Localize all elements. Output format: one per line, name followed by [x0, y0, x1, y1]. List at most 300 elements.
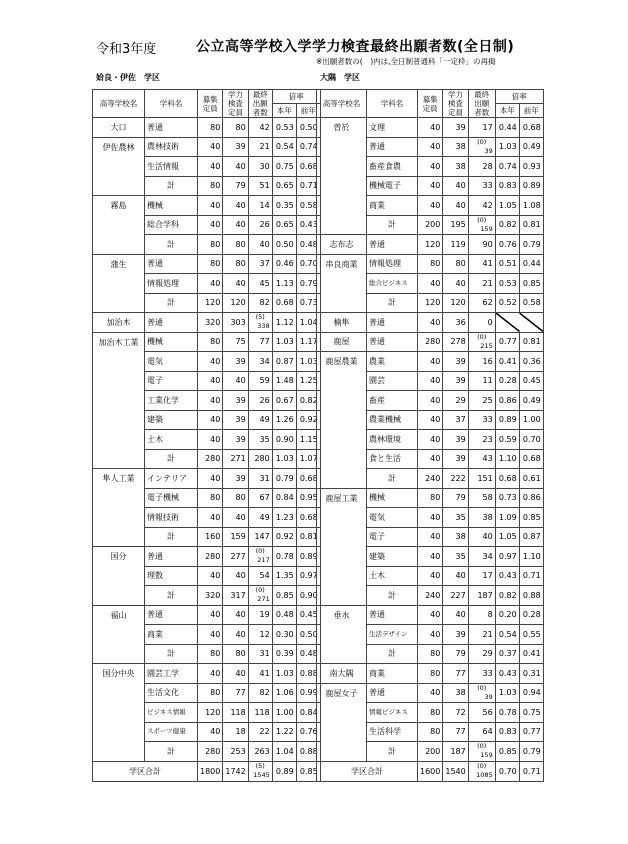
- dept-name-cell: 普通: [367, 235, 418, 255]
- table-row: [317, 410, 544, 430]
- ratio-this-year-cell: 0.85: [272, 586, 296, 606]
- school-name-cell: 国分: [93, 547, 145, 567]
- exam-capacity-cell: 72: [443, 703, 468, 723]
- school-name-cell: [317, 527, 367, 547]
- capacity-cell: 40: [198, 137, 223, 157]
- ratio-this-year-cell: 0.65: [272, 215, 296, 235]
- capacity-cell: 40: [418, 566, 443, 586]
- total-label: 学区合計: [317, 761, 418, 781]
- ratio-this-year-cell: 1.05: [495, 196, 519, 216]
- ratio-this-year-cell: 1.26: [272, 410, 296, 430]
- school-name-cell: [93, 215, 145, 235]
- dept-name-cell: 機械電子: [367, 176, 418, 196]
- ratio-last-year-cell: 0.93: [519, 157, 543, 177]
- header-final-applicants: 最終 出願 者数: [468, 90, 495, 118]
- ratio-this-year-cell: 1.03: [272, 332, 296, 352]
- ratio-this-year-cell: 0.44: [495, 118, 519, 138]
- dept-name-cell: 土木: [367, 566, 418, 586]
- dept-name-cell: 計: [367, 644, 418, 664]
- final-applicants-cell: [248, 547, 272, 567]
- exam-capacity-cell: 40: [223, 274, 248, 294]
- capacity-cell: 280: [198, 742, 223, 762]
- school-name-cell: 曽於: [317, 118, 367, 138]
- exam-capacity-cell: 39: [443, 625, 468, 645]
- final-count: 1085: [476, 771, 493, 779]
- capacity-cell: 80: [198, 488, 223, 508]
- ratio-this-year-cell: 0.52: [495, 293, 519, 313]
- capacity-cell: 40: [418, 196, 443, 216]
- ratio-this-year-cell: 1.22: [272, 722, 296, 742]
- ratio-last-year-cell: 0.99: [296, 683, 320, 703]
- ratio-this-year-cell: 0.82: [495, 215, 519, 235]
- dept-name-cell: 普通: [145, 313, 198, 333]
- school-name-cell: [317, 449, 367, 469]
- exam-capacity-cell: 79: [443, 488, 468, 508]
- final-count: 39: [484, 692, 493, 701]
- table-row: [93, 508, 321, 528]
- ratio-this-year-cell: 0.92: [272, 527, 296, 547]
- school-name-cell: [93, 352, 145, 372]
- ratio-this-year-cell: 1.03: [495, 683, 519, 703]
- table-row: [93, 664, 321, 684]
- final-applicants-cell: 151: [468, 469, 495, 489]
- header-capacity: 募集 定員: [418, 90, 443, 118]
- header-this-year: 本年: [272, 104, 296, 118]
- capacity-cell: 40: [198, 196, 223, 216]
- school-name-cell: [317, 176, 367, 196]
- ratio-this-year-cell: 1.00: [272, 703, 296, 723]
- table-row: [93, 274, 321, 294]
- capacity-cell: 200: [418, 215, 443, 235]
- capacity-cell: 40: [418, 508, 443, 528]
- dept-name-cell: 機械: [145, 332, 198, 352]
- ratio-last-year-cell: 0.89: [519, 176, 543, 196]
- dept-name-cell: 普通: [145, 118, 198, 138]
- school-name-cell: [93, 742, 145, 762]
- dept-name-cell: 普通: [145, 547, 198, 567]
- final-applicants-cell: 51: [248, 176, 272, 196]
- final-applicants-cell: 67: [248, 488, 272, 508]
- ratio-this-year-cell: 1.05: [495, 527, 519, 547]
- dept-name-cell: 総合ビジネス: [367, 274, 418, 294]
- dept-name-cell: 商業: [367, 664, 418, 684]
- dept-name-cell: 建築: [367, 547, 418, 567]
- dept-name-cell: 農業: [367, 352, 418, 372]
- capacity-cell: 80: [198, 332, 223, 352]
- exam-capacity-cell: 38: [443, 683, 468, 703]
- ratio-this-year-cell: 0.54: [495, 625, 519, 645]
- dept-name-cell: 普通: [367, 332, 418, 352]
- exam-capacity-cell: 80: [223, 235, 248, 255]
- ratio-this-year-cell: 0.87: [272, 352, 296, 372]
- ratio-last-year-cell: 0.85: [519, 508, 543, 528]
- school-name-cell: 福山: [93, 605, 145, 625]
- dept-name-cell: 情報処理: [145, 274, 198, 294]
- final-count: 338: [257, 322, 270, 331]
- school-name-cell: [93, 566, 145, 586]
- ratio-last-year-cell: 0.44: [519, 254, 543, 274]
- school-name-cell: [93, 410, 145, 430]
- dept-name-cell: 工業化学: [145, 391, 198, 411]
- dept-name-cell: 園芸: [367, 371, 418, 391]
- ratio-this-year-cell: 1.09: [495, 508, 519, 528]
- dept-name-cell: 計: [367, 215, 418, 235]
- dept-name-cell: 普通: [145, 605, 198, 625]
- final-count: 159: [480, 751, 493, 760]
- dept-name-cell: 普通: [145, 254, 198, 274]
- header-school: 高等学校名: [93, 90, 145, 118]
- capacity-cell: 200: [418, 742, 443, 762]
- ratio-last-year-cell: 0.68: [296, 508, 320, 528]
- ratio-last-year-cell: 0.48: [296, 644, 320, 664]
- final-applicants-cell: 45: [248, 274, 272, 294]
- school-name-cell: [317, 410, 367, 430]
- ratio-this-year-cell: 1.03: [272, 449, 296, 469]
- school-name-cell: 鹿屋農業: [317, 352, 367, 372]
- final-applicants-cell: 17: [468, 566, 495, 586]
- ratio-this-year-cell: 0.73: [495, 488, 519, 508]
- ratio-this-year-cell: 0.78: [495, 703, 519, 723]
- dept-name-cell: 食と生活: [367, 449, 418, 469]
- final-applicants-cell: 33: [468, 176, 495, 196]
- capacity-cell: 40: [418, 313, 443, 333]
- ratio-last-year-cell: 0.49: [519, 137, 543, 157]
- capacity-cell: 40: [198, 371, 223, 391]
- ratio-this-year-cell: 1.10: [495, 449, 519, 469]
- capacity-cell: 40: [198, 391, 223, 411]
- table-row: [93, 410, 321, 430]
- table-row: [93, 605, 321, 625]
- ratio-last-year-cell: 0.88: [519, 586, 543, 606]
- dept-name-cell: 商業: [367, 196, 418, 216]
- table-row: [317, 391, 544, 411]
- table-row: [317, 215, 544, 235]
- table-row: [93, 625, 321, 645]
- ratio-last-year-cell: 0.87: [519, 527, 543, 547]
- exam-capacity-cell: 38: [443, 527, 468, 547]
- table-row: [317, 469, 544, 489]
- capacity-cell: 80: [418, 488, 443, 508]
- school-name-cell: [317, 586, 367, 606]
- final-applicants-cell: 34: [468, 547, 495, 567]
- ratio-this-year-cell: 0.51: [495, 254, 519, 274]
- exam-capacity-cell: 253: [223, 742, 248, 762]
- table-row: [93, 352, 321, 372]
- ratio-this-year-cell: 0.78: [272, 547, 296, 567]
- final-applicants-cell: 263: [248, 742, 272, 762]
- ratio-this-year-cell: 1.23: [272, 508, 296, 528]
- ratio-last-year-cell: 0.88: [296, 664, 320, 684]
- final-applicants-cell: 82: [248, 683, 272, 703]
- table-row: [93, 527, 321, 547]
- exam-capacity-cell: 37: [443, 410, 468, 430]
- dept-name-cell: 計: [145, 449, 198, 469]
- table-row: [317, 488, 544, 508]
- ratio-last-year-cell: 1.25: [296, 371, 320, 391]
- ratio-last-year-cell: 0.79: [296, 274, 320, 294]
- ratio-this-year-cell: 0.90: [272, 430, 296, 450]
- exam-capacity-cell: 80: [223, 644, 248, 664]
- total-ratio-this-year: 0.89: [272, 761, 296, 781]
- school-name-cell: [317, 625, 367, 645]
- table-left-district: [92, 89, 321, 782]
- exam-capacity-cell: 120: [223, 293, 248, 313]
- final-applicants-cell: 49: [248, 508, 272, 528]
- table-row: [317, 430, 544, 450]
- ratio-last-year-cell: 0.79: [519, 235, 543, 255]
- school-name-cell: [317, 196, 367, 216]
- exam-capacity-cell: 35: [443, 547, 468, 567]
- final-applicants-cell: 8: [468, 605, 495, 625]
- final-applicants-cell: 58: [468, 488, 495, 508]
- total-exam-capacity: 1742: [223, 761, 248, 781]
- capacity-cell: 40: [198, 508, 223, 528]
- ratio-last-year-cell: 0.85: [519, 274, 543, 294]
- exam-capacity-cell: 77: [443, 664, 468, 684]
- final-applicants-cell: 40: [248, 235, 272, 255]
- dept-name-cell: 情報技術: [145, 508, 198, 528]
- header-dept: 学科名: [367, 90, 418, 118]
- school-name-cell: [93, 274, 145, 294]
- exam-capacity-cell: 277: [223, 547, 248, 567]
- school-name-cell: [93, 176, 145, 196]
- final-count: 271: [257, 595, 270, 604]
- final-applicants-cell: 22: [248, 722, 272, 742]
- table-row: [93, 586, 321, 606]
- total-label: 学区合計: [93, 761, 198, 781]
- ratio-this-year-cell: 0.65: [272, 176, 296, 196]
- exam-capacity-cell: 77: [223, 683, 248, 703]
- final-applicants-cell: 11: [468, 371, 495, 391]
- ratio-last-year-cell: 1.03: [296, 352, 320, 372]
- school-name-cell: [93, 683, 145, 703]
- school-name-cell: [93, 430, 145, 450]
- quota-subcount: (0): [477, 742, 487, 751]
- school-name-cell: 鹿屋: [317, 332, 367, 352]
- ratio-last-year-cell: 1.08: [519, 196, 543, 216]
- dept-name-cell: 機械: [367, 488, 418, 508]
- ratio-last-year-cell: 0.70: [519, 430, 543, 450]
- dept-name-cell: 計: [145, 586, 198, 606]
- school-name-cell: 大口: [93, 118, 145, 138]
- final-applicants-cell: 21: [248, 137, 272, 157]
- header-ratio: 倍率: [272, 90, 320, 104]
- exam-capacity-cell: 40: [223, 508, 248, 528]
- dept-name-cell: 普通: [367, 605, 418, 625]
- capacity-cell: 40: [198, 274, 223, 294]
- table-row: [317, 742, 544, 762]
- table-row: [317, 547, 544, 567]
- ratio-this-year-cell: 0.39: [272, 644, 296, 664]
- capacity-cell: 40: [418, 547, 443, 567]
- quota-subcount: (0): [477, 683, 487, 692]
- ratio-last-year-cell: 0.70: [296, 254, 320, 274]
- capacity-cell: 40: [198, 722, 223, 742]
- exam-capacity-cell: 227: [443, 586, 468, 606]
- ratio-this-year-cell: 0.86: [495, 391, 519, 411]
- ratio-this-year-cell: 0.28: [495, 371, 519, 391]
- school-name-cell: [93, 293, 145, 313]
- table-row: [93, 196, 321, 216]
- exam-capacity-cell: 39: [223, 430, 248, 450]
- ratio-this-year-cell: 0.46: [272, 254, 296, 274]
- capacity-cell: 40: [198, 157, 223, 177]
- final-applicants-cell: 16: [468, 352, 495, 372]
- ratio-this-year-cell: 1.13: [272, 274, 296, 294]
- final-applicants-cell: 28: [468, 157, 495, 177]
- exam-capacity-cell: 38: [443, 157, 468, 177]
- exam-capacity-cell: 35: [443, 508, 468, 528]
- header-this-year: 本年: [495, 104, 519, 118]
- ratio-last-year-cell: 0.36: [519, 352, 543, 372]
- ratio-last-year-cell: 0.71: [296, 176, 320, 196]
- final-count: 217: [257, 556, 270, 565]
- ratio-last-year-cell: 0.74: [296, 137, 320, 157]
- table-row: [93, 742, 321, 762]
- page-note: ※出願者数の( )内は,全日制普通科「一定枠」の再掲: [316, 57, 496, 66]
- final-applicants-cell: [468, 215, 495, 235]
- exam-capacity-cell: 39: [443, 449, 468, 469]
- school-name-cell: 串良商業: [317, 254, 367, 274]
- ratio-this-year-cell: 0.82: [495, 586, 519, 606]
- quota-subcount: (0): [477, 137, 487, 146]
- exam-capacity-cell: 40: [223, 215, 248, 235]
- ratio-last-year-cell: 0.50: [296, 625, 320, 645]
- final-count: 215: [480, 341, 493, 350]
- ratio-last-year-cell: 0.58: [296, 196, 320, 216]
- dept-name-cell: 生活文化: [145, 683, 198, 703]
- exam-capacity-cell: 195: [443, 215, 468, 235]
- capacity-cell: 40: [198, 605, 223, 625]
- final-applicants-cell: 49: [248, 410, 272, 430]
- dept-name-cell: 計: [145, 176, 198, 196]
- dept-name-cell: 園芸工学: [145, 664, 198, 684]
- ratio-last-year-cell: 1.17: [296, 332, 320, 352]
- ratio-last-year-cell: 0.89: [296, 547, 320, 567]
- ratio-this-year-cell: 0.43: [495, 664, 519, 684]
- table-row: [93, 293, 321, 313]
- quota-subcount: (0): [255, 547, 265, 556]
- ratio-last-year-cell: 1.07: [296, 449, 320, 469]
- exam-capacity-cell: 75: [223, 332, 248, 352]
- final-applicants-cell: 280: [248, 449, 272, 469]
- ratio-last-year-cell: 0.86: [519, 488, 543, 508]
- ratio-this-year-cell: 0.50: [272, 235, 296, 255]
- ratio-this-year-cell: 0.84: [272, 488, 296, 508]
- dept-name-cell: 建築: [145, 410, 198, 430]
- school-name-cell: [317, 469, 367, 489]
- exam-capacity-cell: 303: [223, 313, 248, 333]
- final-applicants-cell: 59: [248, 371, 272, 391]
- table-row: [93, 157, 321, 177]
- final-applicants-cell: [248, 586, 272, 606]
- school-name-cell: [93, 371, 145, 391]
- ratio-this-year-cell: 0.74: [495, 157, 519, 177]
- ratio-last-year-cell: 0.88: [296, 742, 320, 762]
- header-row: [317, 90, 544, 104]
- school-name-cell: 加治木: [93, 313, 145, 333]
- capacity-cell: 80: [418, 664, 443, 684]
- table-row: [93, 176, 321, 196]
- header-ratio: 倍率: [495, 90, 543, 104]
- dept-name-cell: 土木: [145, 430, 198, 450]
- ratio-this-year-cell: 0.83: [495, 176, 519, 196]
- total-capacity: 1600: [418, 761, 443, 781]
- school-name-cell: [93, 644, 145, 664]
- school-name-cell: 楠隼: [317, 313, 367, 333]
- ratio-last-year-cell: 0.50: [296, 118, 320, 138]
- ratio-last-year-cell: 1.04: [296, 313, 320, 333]
- capacity-cell: 40: [418, 274, 443, 294]
- table-row: [93, 683, 321, 703]
- school-name-cell: [93, 625, 145, 645]
- quota-subcount: (5): [255, 313, 265, 322]
- exam-capacity-cell: 120: [443, 293, 468, 313]
- ratio-last-year-cell: 0.75: [519, 703, 543, 723]
- school-name-cell: 国分中央: [93, 664, 145, 684]
- quota-subcount: (0): [477, 332, 487, 341]
- total-capacity: 1800: [198, 761, 223, 781]
- ratio-this-year-cell: 0.30: [272, 625, 296, 645]
- table-row: [317, 118, 544, 138]
- final-applicants-cell: 43: [468, 449, 495, 469]
- exam-capacity-cell: 79: [443, 644, 468, 664]
- total-row: [93, 761, 321, 781]
- total-row: [317, 761, 544, 781]
- exam-capacity-cell: 187: [443, 742, 468, 762]
- table-row: [93, 430, 321, 450]
- exam-capacity-cell: 40: [443, 605, 468, 625]
- ratio-last-year-cell: 0.58: [519, 293, 543, 313]
- table-row: [93, 215, 321, 235]
- dept-name-cell: インテリア: [145, 469, 198, 489]
- ratio-last-year-cell: 0.97: [296, 566, 320, 586]
- capacity-cell: 120: [418, 293, 443, 313]
- table-row: [93, 547, 321, 567]
- exam-capacity-cell: 80: [223, 488, 248, 508]
- ratio-this-year-cell: 0.41: [495, 352, 519, 372]
- school-name-cell: [317, 371, 367, 391]
- capacity-cell: 120: [418, 235, 443, 255]
- ratio-this-year-cell: 1.03: [495, 137, 519, 157]
- exam-capacity-cell: 40: [223, 664, 248, 684]
- final-count: 159: [480, 224, 493, 233]
- ratio-last-year-cell: 0.45: [296, 605, 320, 625]
- exam-capacity-cell: 39: [223, 352, 248, 372]
- district-label-right: 大隅 学区: [320, 73, 360, 82]
- capacity-cell: 40: [418, 176, 443, 196]
- exam-capacity-cell: 38: [443, 137, 468, 157]
- ratio-last-year-cell: 1.00: [519, 410, 543, 430]
- final-applicants-cell: [468, 332, 495, 352]
- exam-capacity-cell: 159: [223, 527, 248, 547]
- dept-name-cell: 情報処理: [367, 254, 418, 274]
- capacity-cell: 40: [418, 449, 443, 469]
- final-applicants-cell: 14: [248, 196, 272, 216]
- quota-subcount: (0): [255, 586, 265, 595]
- exam-capacity-cell: 40: [223, 371, 248, 391]
- table-row: [93, 566, 321, 586]
- dept-name-cell: 理数: [145, 566, 198, 586]
- ratio-last-year-cell: 0.68: [519, 118, 543, 138]
- capacity-cell: 40: [418, 352, 443, 372]
- total-final-applicants: [468, 761, 495, 781]
- header-row: [93, 90, 321, 104]
- ratio-last-year-cell: 0.81: [519, 215, 543, 235]
- ratio-last-year-cell: 0.49: [519, 391, 543, 411]
- ratio-this-year-cell: 1.04: [272, 742, 296, 762]
- exam-capacity-cell: 80: [223, 254, 248, 274]
